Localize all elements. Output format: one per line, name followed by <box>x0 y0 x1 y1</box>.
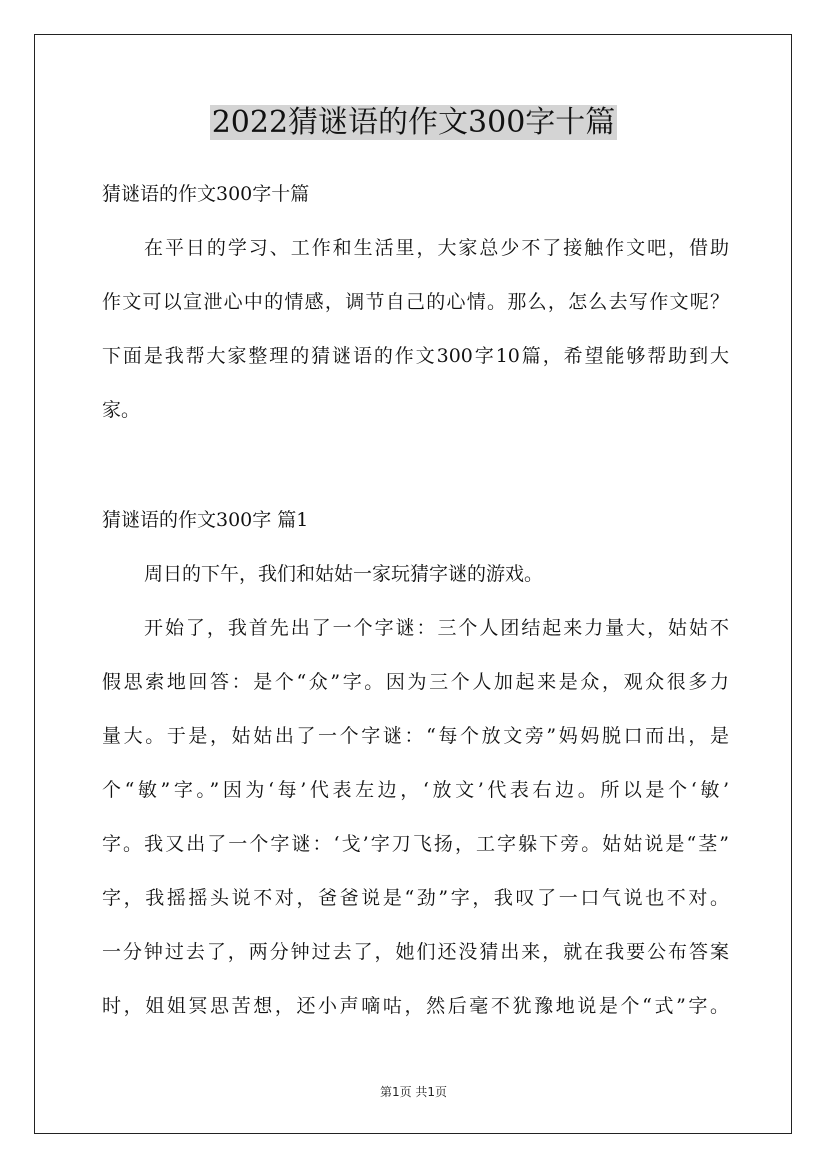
intro-line-2: 作文可以宣泄心中的情感，调节自己的心情。那么，怎么去写作文呢？ <box>102 291 729 313</box>
document-title: 2022猜谜语的作文300字十篇 <box>211 105 616 140</box>
section1-p2-line-4: 个“敏”字。”因为‘每’代表左边，‘放文’代表右边。所以是个‘敏’ <box>102 779 729 801</box>
section1-p2-line-3: 量大。于是，姑姑出了一个字谜：“每个放文旁”妈妈脱口而出，是 <box>102 725 729 747</box>
section1-p2-line-2: 假思索地回答：是个“众”字。因为三个人加起来是众，观众很多力 <box>102 671 729 693</box>
intro-line-1: 在平日的学习、工作和生活里，大家总少不了接触作文吧，借助 <box>144 237 729 259</box>
section1-heading: 猜谜语的作文300字 篇1 <box>102 509 309 531</box>
page-footer: 第1页 共1页 <box>379 1085 448 1099</box>
section1-p2-line-5: 字。我又出了一个字谜：‘戈’字刀飞扬，工字躲下旁。姑姑说是“茎” <box>102 833 729 855</box>
section1-p2-line-1: 开始了，我首先出了一个字谜：三个人团结起来力量大，姑姑不 <box>144 617 729 639</box>
document-subtitle: 猜谜语的作文300字十篇 <box>102 183 310 205</box>
section1-paragraph-1: 周日的下午，我们和姑姑一家玩猜字谜的游戏。 <box>144 563 544 585</box>
intro-line-4: 家。 <box>102 399 141 421</box>
intro-line-3: 下面是我帮大家整理的猜谜语的作文300字10篇，希望能够帮助到大 <box>102 345 729 367</box>
section1-p2-line-7: 一分钟过去了，两分钟过去了，她们还没猜出来，就在我要公布答案 <box>102 941 729 963</box>
section1-p2-line-6: 字，我摇摇头说不对，爸爸说是“劲”字，我叹了一口气说也不对。 <box>102 887 729 909</box>
section1-p2-line-8: 时，姐姐冥思苦想，还小声嘀咕，然后毫不犹豫地说是个“式”字。 <box>102 995 729 1017</box>
